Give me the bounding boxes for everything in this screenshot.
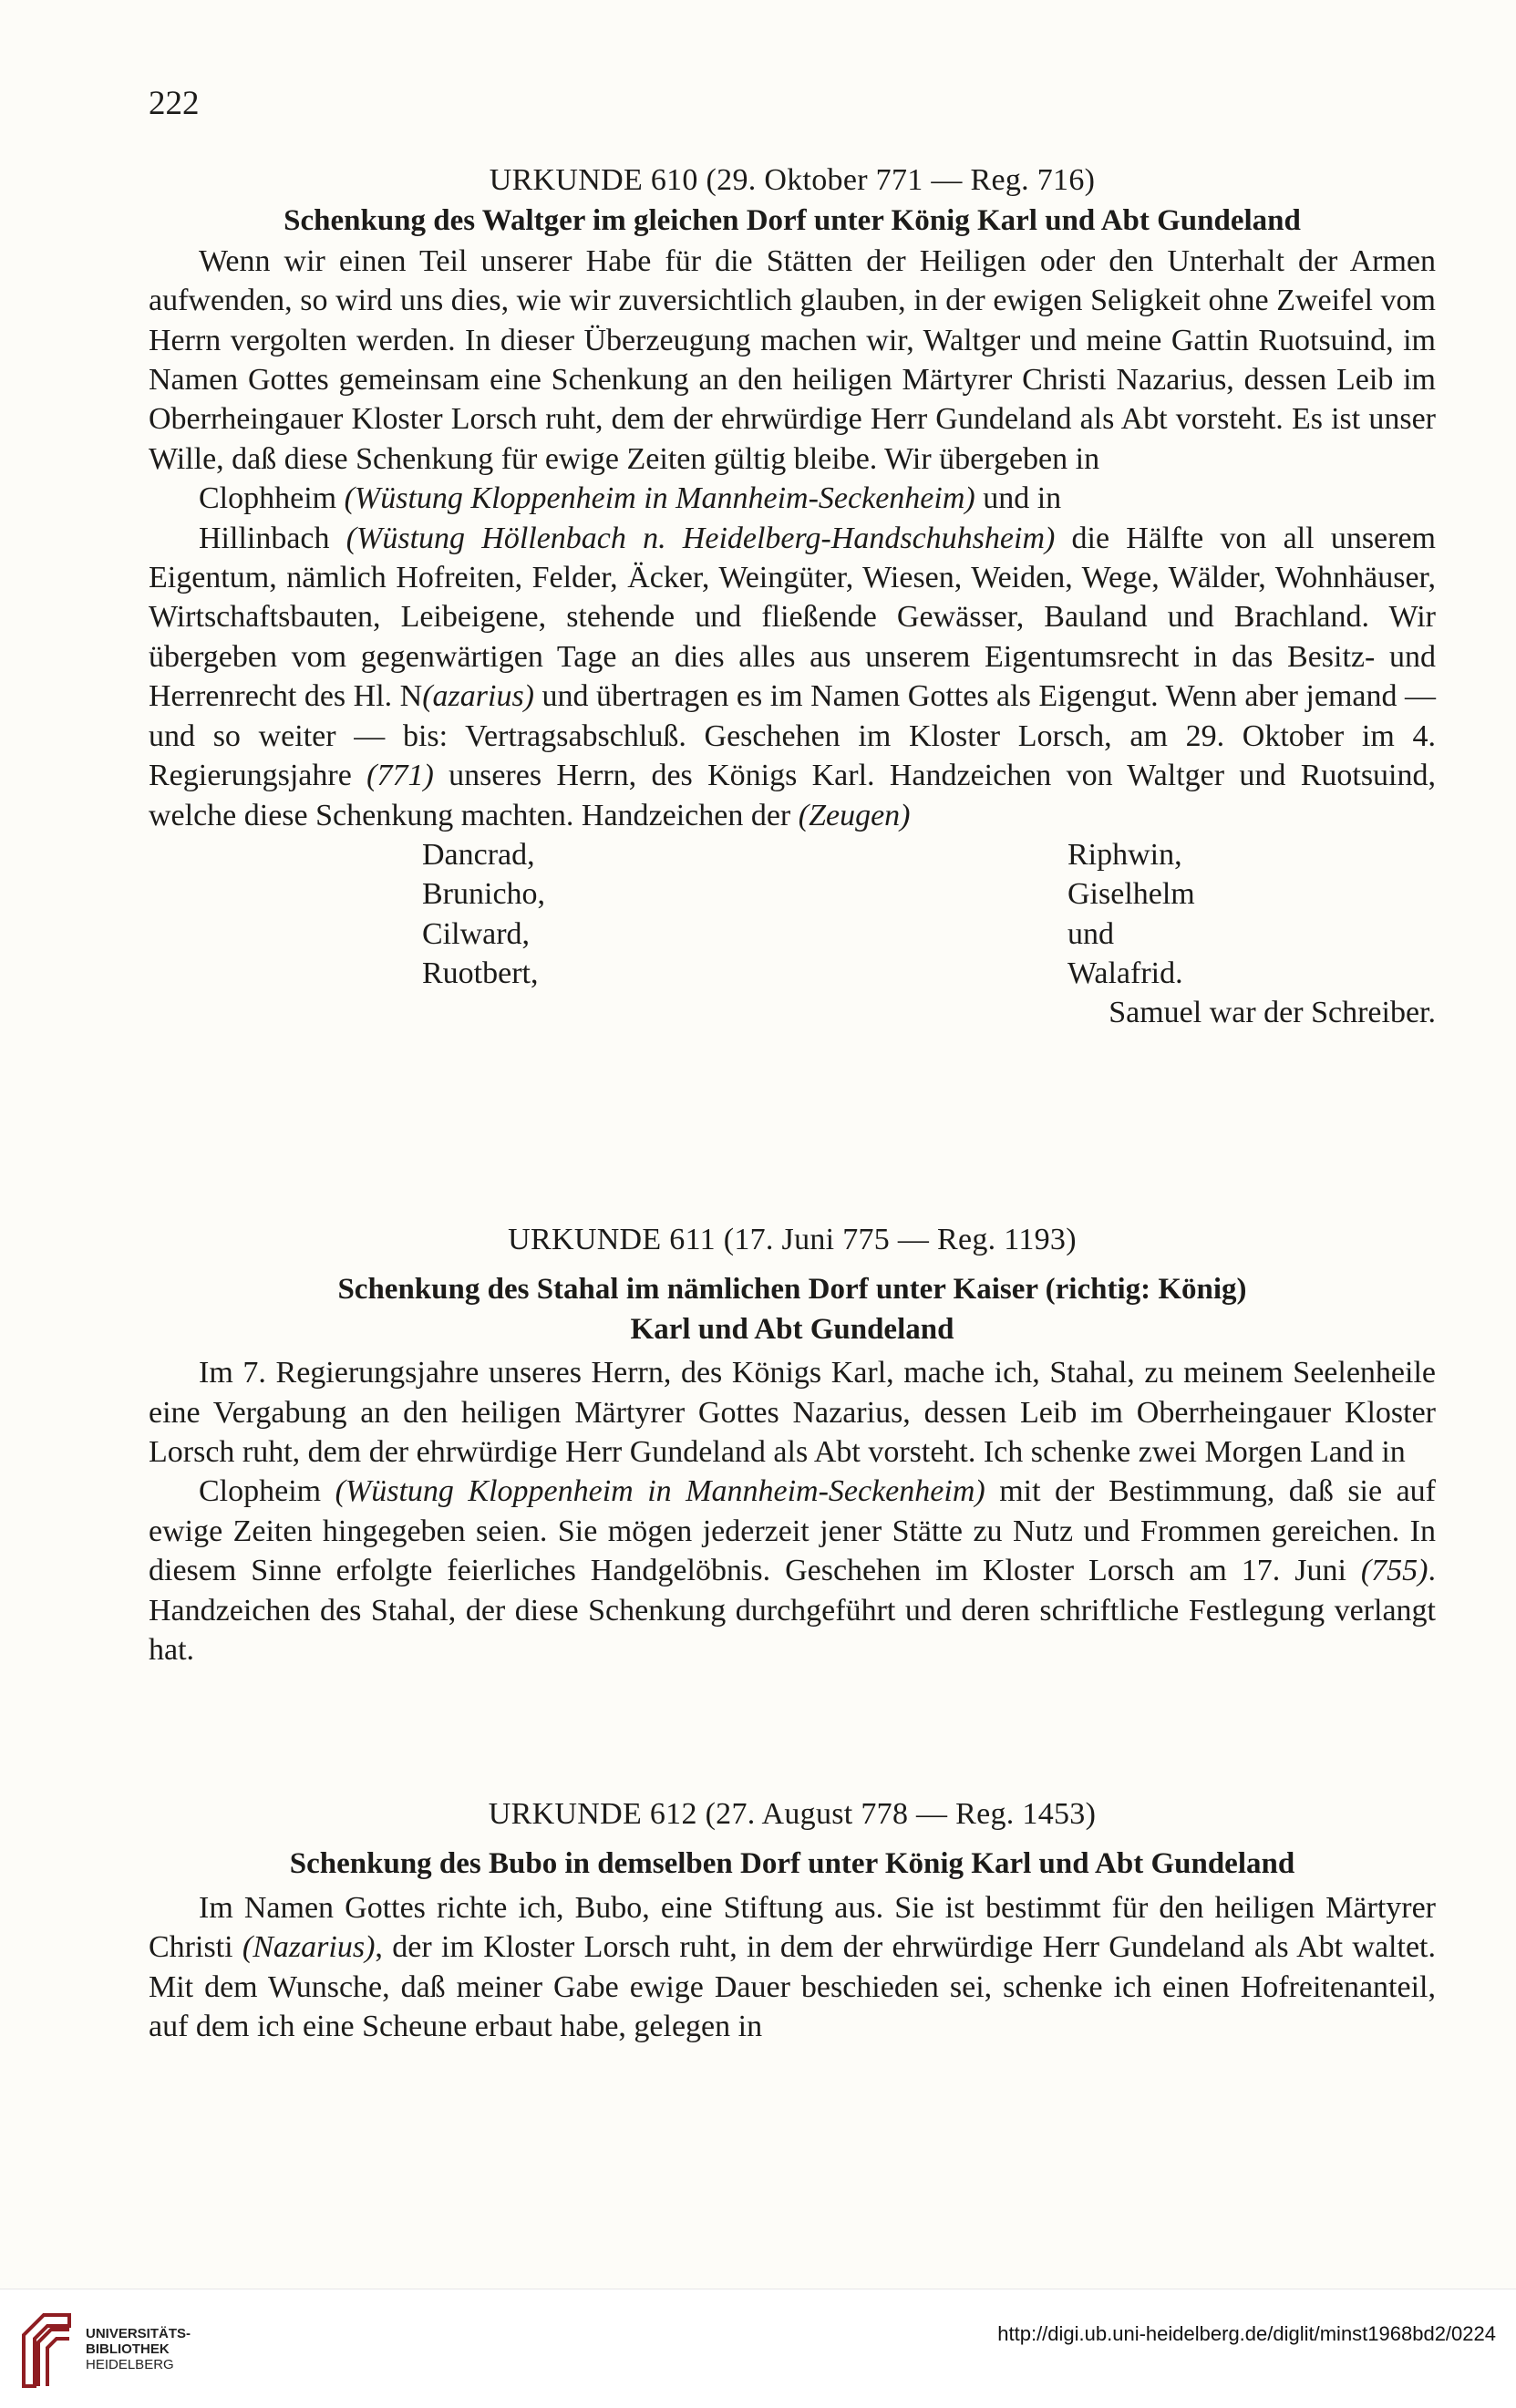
charter-612-title: Schenkung des Bubo in demselben Dorf unter König Karl und Abt Gundeland	[289, 1847, 1295, 1881]
witness-name: Cilward,	[422, 916, 531, 951]
page-number: 222	[149, 85, 200, 122]
charter-610-paragraph-1: Wenn wir einen Teil unserer Habe für die Stätten der Heiligen oder den Unterhalt der Armen aufwenden, so wird uns dies, wie wir zuversichtlich glauben, in der ewigen Seligkeit ohne Zweifel vom Herrn vergolten werden. In dieser Überzeugung machen wir, Waltger und meine Gattin Ruotsuind, im Namen Gottes gemeinsam eine Schenkung an den heiligen Märtyrer Christi Nazarius, dessen Leib im Oberrheingauer Kloster Lorsch ruht, dem der ehrwürdige Herr Gundeland als Abt vorsteht. Es ist unser Wille, daß diese Schenkung für ewige Zeiten gültig bleibe. Wir übergeben in	[149, 243, 1436, 476]
library-logo-icon	[16, 2308, 77, 2390]
charter-610-place-clophheim: Clophheim (Wüstung Kloppenheim in Mannheim-Seckenheim) und in	[199, 481, 1062, 516]
witness-name: Giselhelm	[1067, 877, 1195, 912]
charter-610-heading: URKUNDE 610 (29. Oktober 771 — Reg. 716)	[489, 163, 1096, 197]
charter-611-paragraph-1: Im 7. Regierungsjahre unseres Herrn, des Königs Karl, mache ich, Stahal, zu meinem Seelenheile eine Vergabung an den heiligen Märtyrer Gottes Nazarius, dessen Leib im Oberrheingauer Kloster Lorsch ruht, dem der ehrwürdige Herr Gundeland als Abt vorsteht. Ich schenke zwei Morgen Land in	[149, 1356, 1436, 1470]
charter-610-scribe: Samuel war der Schreiber.	[1109, 996, 1436, 1030]
charter-610	[149, 160, 1436, 1033]
charter-611-paragraph-2: Clopheim (Wüstung Kloppenheim in Mannheim-Seckenheim) mit der Bestimmung, daß sie auf ewige Zeiten hingegeben seien. Sie mögen jederzeit jener Stätte zu Nutz und Frommen gereichen. In diesem Sinne erfolgte feierliches Handgelöbnis. Geschehen im Kloster Lorsch am 17. Juni (755). Handzeichen des Stahal, der diese Schenkung durchgeführt und deren schriftliche Festlegung verlangt hat.	[149, 1474, 1437, 1668]
library-name	[86, 2326, 191, 2372]
library-name-line-1: UNIVERSITÄTS-	[86, 2326, 191, 2341]
charter-611	[149, 1220, 1436, 1669]
source-url-link[interactable]: http://digi.ub.uni-heidelberg.de/diglit/minst1968bd2/0224	[997, 2322, 1496, 2345]
charter-610-paragraph-2: Hillinbach (Wüstung Höllenbach n. Heidelberg-Handschuhsheim) die Hälfte von all unserem Eigentum, nämlich Hofreiten, Felder, Äcker, Weingüter, Wiesen, Weiden, Wege, Wälder, Wohnhäuser, Wirtschaftsbauten, Leibeigene, stehende und fließende Gewässer, Bauland und Brachland. Wir übergeben vom gegenwärtigen Tage an dies alles aus unserem Eigentumsrecht in das Besitz- und Herrenrecht des Hl. N(azarius) und übertragen es im Namen Gottes als Eigengut. Wenn aber jemand — und so weiter — bis: Vertragsabschluß. Geschehen im Kloster Lorsch, am 29. Oktober im 4. Regierungsjahre (771) unseres Herrn, des Königs Karl. Handzeichen von Waltger und Ruotsuind, welche diese Schenkung machten. Handzeichen der (Zeugen)	[149, 521, 1436, 832]
charter-611-title-line-2: Karl und Abt Gundeland	[630, 1312, 954, 1346]
witness-name: und	[1067, 916, 1114, 951]
charter-611-heading: URKUNDE 611 (17. Juni 775 — Reg. 1193)	[508, 1223, 1077, 1256]
library-name-line-2: BIBLIOTHEK	[86, 2341, 170, 2357]
witness-name: Walafrid.	[1067, 956, 1183, 991]
footer-bar	[0, 2289, 1516, 2408]
charter-610-title: Schenkung des Waltger im gleichen Dorf unter König Karl und Abt Gundeland	[284, 204, 1301, 238]
library-name-line-3: HEIDELBERG	[86, 2357, 174, 2372]
charter-612-paragraph-1: Im Namen Gottes richte ich, Bubo, eine Stiftung aus. Sie ist bestimmt für den heiligen Märtyrer Christi (Nazarius), der im Kloster Lorsch ruht, in dem der ehrwürdige Herr Gundeland als Abt waltet. Mit dem Wunsche, daß meiner Gabe ewige Dauer beschieden sei, schenke ich einen Hofreitenanteil, auf dem ich eine Scheune erbaut habe, gelegen in	[149, 1890, 1436, 2044]
witness-name: Ruotbert,	[422, 956, 539, 991]
witness-name: Dancrad,	[422, 837, 535, 872]
witness-name: Brunicho,	[422, 877, 546, 912]
witness-list	[149, 835, 1436, 994]
charter-612-heading: URKUNDE 612 (27. August 778 — Reg. 1453)	[488, 1797, 1097, 1831]
charter-612	[149, 1794, 1436, 2046]
charter-611-title-line-1: Schenkung des Stahal im nämlichen Dorf unter Kaiser (richtig: König)	[337, 1273, 1247, 1307]
witness-name: Riphwin,	[1067, 837, 1182, 872]
